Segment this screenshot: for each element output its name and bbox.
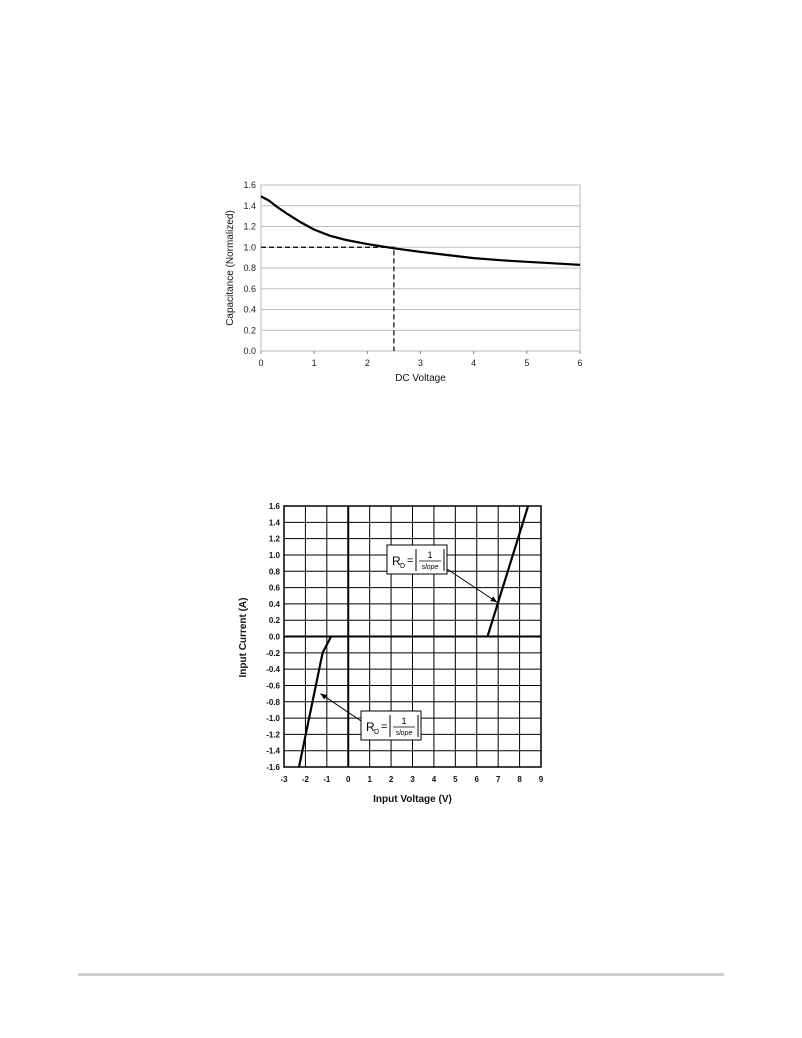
y-tick-label: 0.0 bbox=[268, 632, 280, 642]
y-tick-label: 0.8 bbox=[268, 567, 280, 577]
rd-symbol: R bbox=[366, 720, 375, 734]
y-tick-label: 0.2 bbox=[243, 325, 256, 336]
x-tick-label: 3 bbox=[410, 775, 415, 784]
x-axis-label: Input Voltage (V) bbox=[373, 794, 452, 805]
y-tick-label: 1.0 bbox=[268, 550, 280, 560]
x-tick-label: 6 bbox=[577, 358, 583, 368]
y-tick-label: 1.4 bbox=[243, 200, 256, 211]
fraction-denominator: slope bbox=[421, 564, 439, 571]
x-tick-label: -2 bbox=[301, 775, 309, 784]
x-tick-label: 5 bbox=[524, 358, 530, 368]
y-axis-label: Input Current (A) bbox=[238, 597, 249, 678]
y-tick-label: 0.2 bbox=[268, 616, 280, 626]
y-tick-label: -0.2 bbox=[266, 648, 280, 658]
equals-sign: = bbox=[407, 555, 414, 567]
y-tick-label: -1.2 bbox=[266, 730, 280, 740]
equals-sign: = bbox=[381, 721, 388, 733]
rd-formula-box bbox=[387, 545, 447, 574]
fraction-denominator: slope bbox=[395, 730, 413, 737]
y-tick-label: -1.6 bbox=[266, 763, 280, 772]
y-tick-label: -1.0 bbox=[266, 714, 280, 724]
x-tick-label: 6 bbox=[474, 775, 479, 784]
x-tick-label: 4 bbox=[431, 775, 437, 784]
y-tick-label: -0.4 bbox=[266, 665, 280, 675]
y-tick-label: 1.4 bbox=[268, 518, 280, 528]
x-tick-label: 7 bbox=[495, 775, 501, 784]
x-tick-label: 8 bbox=[517, 775, 522, 784]
rd-formula-box bbox=[361, 711, 421, 740]
y-axis-label: Capacitance (Normalized) bbox=[225, 210, 236, 326]
x-tick-label: 0 bbox=[346, 775, 351, 784]
rd-subscript: D bbox=[400, 563, 406, 570]
y-tick-label: 0.4 bbox=[268, 599, 280, 609]
y-tick-label: -0.6 bbox=[266, 681, 280, 691]
y-tick-label: 0.6 bbox=[268, 583, 280, 593]
y-tick-label: 0.6 bbox=[243, 283, 256, 294]
y-tick-label: -0.8 bbox=[266, 697, 280, 707]
y-tick-label: 1.0 bbox=[243, 242, 256, 253]
y-tick-label: 1.6 bbox=[243, 180, 256, 190]
y-tick-label: 0.8 bbox=[243, 263, 256, 273]
x-tick-label: -1 bbox=[323, 775, 331, 784]
fraction-numerator: 1 bbox=[427, 550, 433, 560]
y-tick-label: 1.6 bbox=[268, 502, 280, 511]
y-tick-label: 0.0 bbox=[243, 346, 256, 356]
y-tick-label: 1.2 bbox=[268, 534, 280, 544]
x-tick-label: 4 bbox=[471, 358, 477, 368]
y-tick-label: 0.4 bbox=[243, 304, 256, 315]
y-tick-label: 1.2 bbox=[243, 221, 256, 232]
x-axis-label: DC Voltage bbox=[395, 373, 446, 384]
x-tick-label: 5 bbox=[453, 775, 458, 784]
x-tick-label: 9 bbox=[538, 775, 544, 784]
x-tick-label: 3 bbox=[417, 358, 424, 368]
footer-rule bbox=[78, 973, 724, 976]
rd-subscript: D bbox=[374, 729, 380, 736]
x-tick-label: 1 bbox=[311, 358, 317, 368]
x-tick-label: 1 bbox=[367, 775, 372, 784]
x-tick-label: 2 bbox=[388, 775, 394, 784]
fraction-numerator: 1 bbox=[401, 716, 407, 726]
rd-symbol: R bbox=[392, 554, 401, 568]
x-tick-label: -3 bbox=[280, 775, 288, 784]
x-tick-label: 0 bbox=[258, 358, 264, 368]
y-tick-label: -1.4 bbox=[266, 746, 280, 756]
x-tick-label: 2 bbox=[364, 358, 370, 368]
